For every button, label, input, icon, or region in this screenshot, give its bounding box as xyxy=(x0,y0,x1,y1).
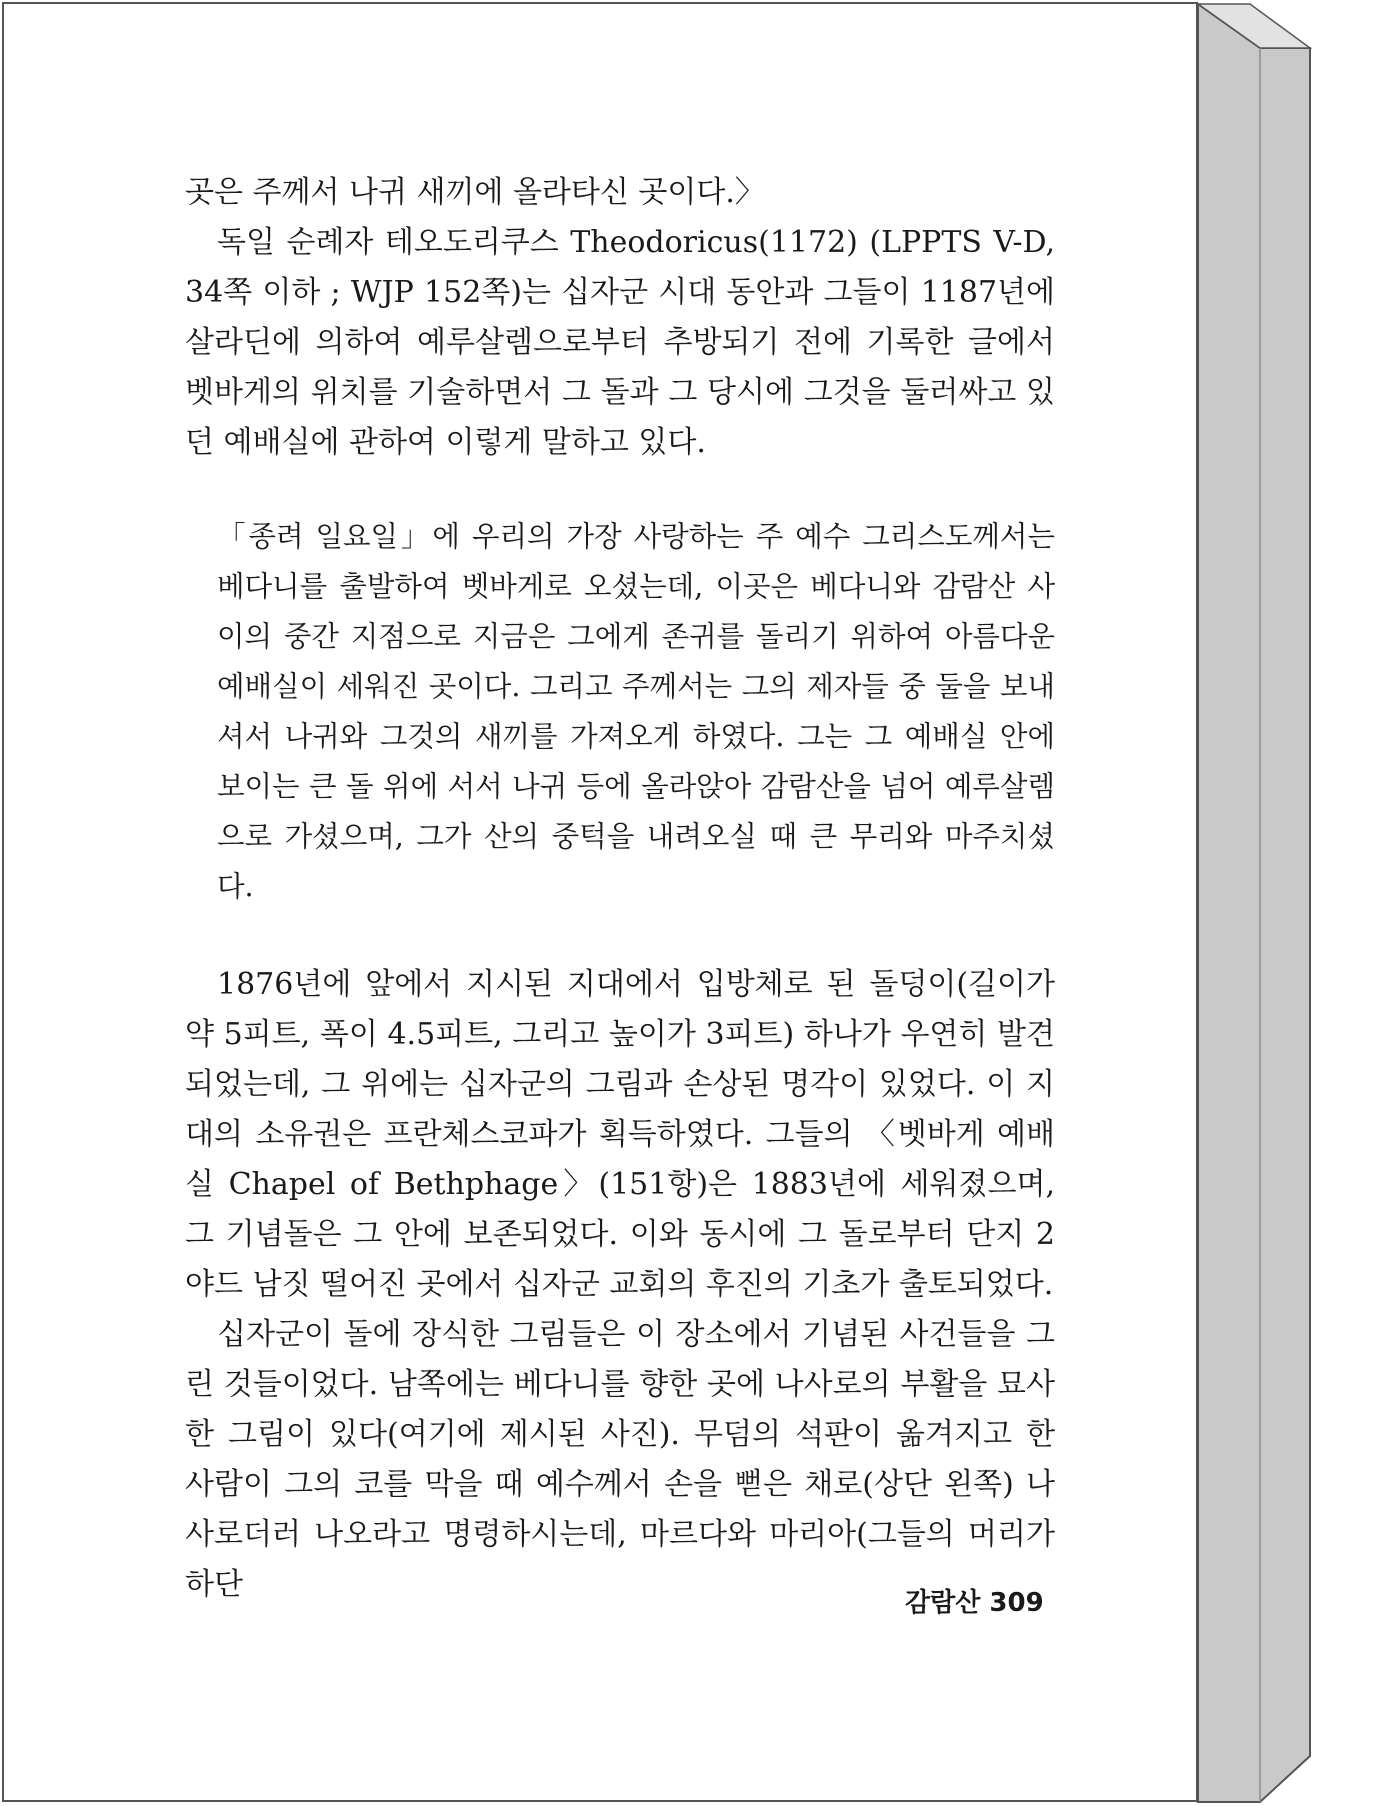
paragraph-pictures: 십자군이 돌에 장식한 그림들은 이 장소에서 기념된 사건들을 그린 것들이었다. 남쪽에는 베다니를 향한 곳에 나사로의 부활을 묘사한 그림이 있다(여기에 제시된 사진). 무덤의 석판이 옮겨지고 한 사람이 그의 코를 막을 때 예수께서 손을 뻗은 채로(상단 왼쪽) 나사로더러 나오라고 명령하시는데, 마르다와 마리아(그들의 머리가 하단 xyxy=(185,1317,1055,1602)
paragraph-theodoricus: 독일 순례자 테오도리쿠스 Theodoricus(1172) (LPPTS V-D, 34쪽 이하 ; WJP 152쪽)는 십자군 시대 동안과 그들이 1187년에 살라딘에 의하여 예루살렘으로부터 추방되기 전에 기록한 글에서 벳바게의 위치를 기술하면서 그 돌과 그 당시에 그것을 둘러싸고 있던 예배실에 관하여 이렇게 말하고 있다. xyxy=(185,225,1055,460)
book-side-face xyxy=(1198,4,1310,1802)
page-number-footer: 감람산 309 xyxy=(905,1588,1044,1618)
paragraph-continuation: 곳은 주께서 나귀 새끼에 올라타신 곳이다.〉 xyxy=(185,175,765,210)
page-body xyxy=(185,168,1055,1610)
block-quote: 「종려 일요일」에 우리의 가장 사랑하는 주 예수 그리스도께서는 베다니를 출발하여 벳바게로 오셨는데, 이곳은 베다니와 감람산 사이의 중간 지점으로 지금은 그에게 존귀를 돌리기 위하여 아름다운 예배실이 세워진 곳이다. 그리고 주께서는 그의 제자들 중 둘을 보내셔서 나귀와 그것의 새끼를 가져오게 하였다. 그는 그 예배실 안에 보이는 큰 돌 위에 서서 나귀 등에 올라앉아 감람산을 넘어 예루살렘으로 가셨으며, 그가 산의 중턱을 내려오실 때 큰 무리와 마주치셨다. xyxy=(217,520,1055,903)
paragraph-discovery: 1876년에 앞에서 지시된 지대에서 입방체로 된 돌덩이(길이가 약 5피트, 폭이 4.5피트, 그리고 높이가 3피트) 하나가 우연히 발견되었는데, 그 위에는 십자군의 그림과 손상된 명각이 있었다. 이 지대의 소유권은 프란체스코파가 획득하였다. 그들의 〈벳바게 예배실 Chapel of Bethphage〉(151항)은 1883년에 세워졌으며, 그 기념돌은 그 안에 보존되었다. 이와 동시에 그 돌로부터 단지 2야드 남짓 떨어진 곳에서 십자군 교회의 후진의 기초가 출토되었다. xyxy=(185,967,1055,1302)
